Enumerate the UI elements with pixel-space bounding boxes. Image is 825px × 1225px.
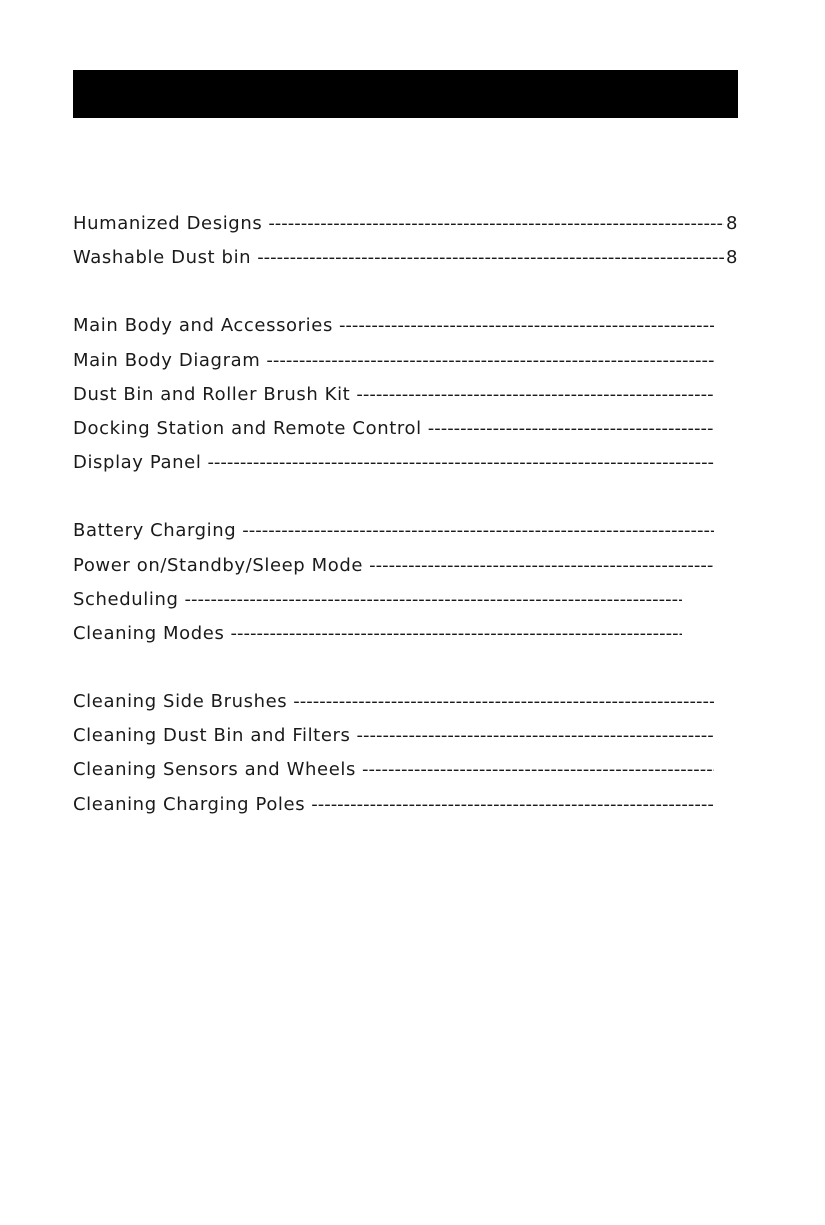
toc-leader	[184, 589, 682, 610]
toc-entry-title: Cleaning Side Brushes	[73, 691, 288, 713]
toc-entry[interactable]	[73, 725, 714, 759]
toc-entry-title: Scheduling	[73, 588, 179, 610]
toc-leader	[357, 725, 715, 746]
toc-entry-page: 8	[725, 213, 738, 234]
toc-group-operation	[73, 520, 714, 657]
toc-entry-title: Cleaning Modes	[73, 622, 225, 644]
toc-entry-title: Power on/Standby/Sleep Mode	[73, 554, 364, 576]
toc-entry-title: Display Panel	[73, 452, 202, 474]
toc-entry[interactable]	[73, 384, 714, 418]
toc-entry[interactable]	[73, 452, 714, 486]
toc-leader	[268, 213, 724, 234]
toc-entry[interactable]	[73, 759, 714, 793]
toc-leader	[293, 691, 714, 712]
table-of-contents	[73, 213, 738, 862]
toc-entry-title: Main Body Diagram	[73, 349, 261, 371]
toc-leader	[207, 452, 714, 473]
toc-entry-title: Main Body and Accessories	[73, 315, 333, 337]
toc-entry-title: Dust Bin and Roller Brush Kit	[73, 383, 351, 405]
toc-entry[interactable]	[73, 623, 682, 657]
toc-entry[interactable]	[73, 555, 714, 589]
toc-leader	[266, 350, 714, 371]
toc-entry-title: Docking Station and Remote Control	[73, 417, 422, 439]
toc-entry[interactable]	[73, 213, 738, 247]
toc-entry[interactable]	[73, 794, 714, 828]
toc-entry-title: Cleaning Sensors and Wheels	[73, 759, 356, 781]
toc-entry-title: Washable Dust bin	[73, 247, 252, 269]
toc-leader	[339, 315, 714, 336]
toc-entry[interactable]	[73, 247, 738, 281]
toc-entry-title: Cleaning Charging Poles	[73, 793, 306, 815]
toc-leader	[230, 623, 682, 644]
toc-leader	[428, 418, 714, 439]
toc-entry-title: Cleaning Dust Bin and Filters	[73, 725, 351, 747]
toc-leader	[311, 794, 714, 815]
toc-leader	[257, 247, 724, 268]
toc-entry-page: 8	[725, 247, 738, 269]
toc-entry[interactable]	[73, 520, 714, 554]
header-bar	[73, 70, 738, 118]
toc-entry-title: Battery Charging	[73, 520, 237, 542]
toc-entry[interactable]	[73, 589, 682, 623]
toc-entry[interactable]	[73, 418, 714, 452]
toc-group-overview	[73, 213, 738, 281]
toc-leader	[369, 555, 714, 576]
toc-group-product	[73, 315, 714, 486]
toc-leader	[356, 384, 714, 405]
toc-leader	[362, 759, 714, 780]
toc-entry-title: Humanized Designs	[73, 213, 263, 234]
toc-entry[interactable]	[73, 350, 714, 384]
toc-group-maintenance	[73, 691, 714, 828]
toc-entry[interactable]	[73, 315, 714, 349]
toc-entry[interactable]	[73, 691, 714, 725]
toc-leader	[242, 520, 714, 541]
